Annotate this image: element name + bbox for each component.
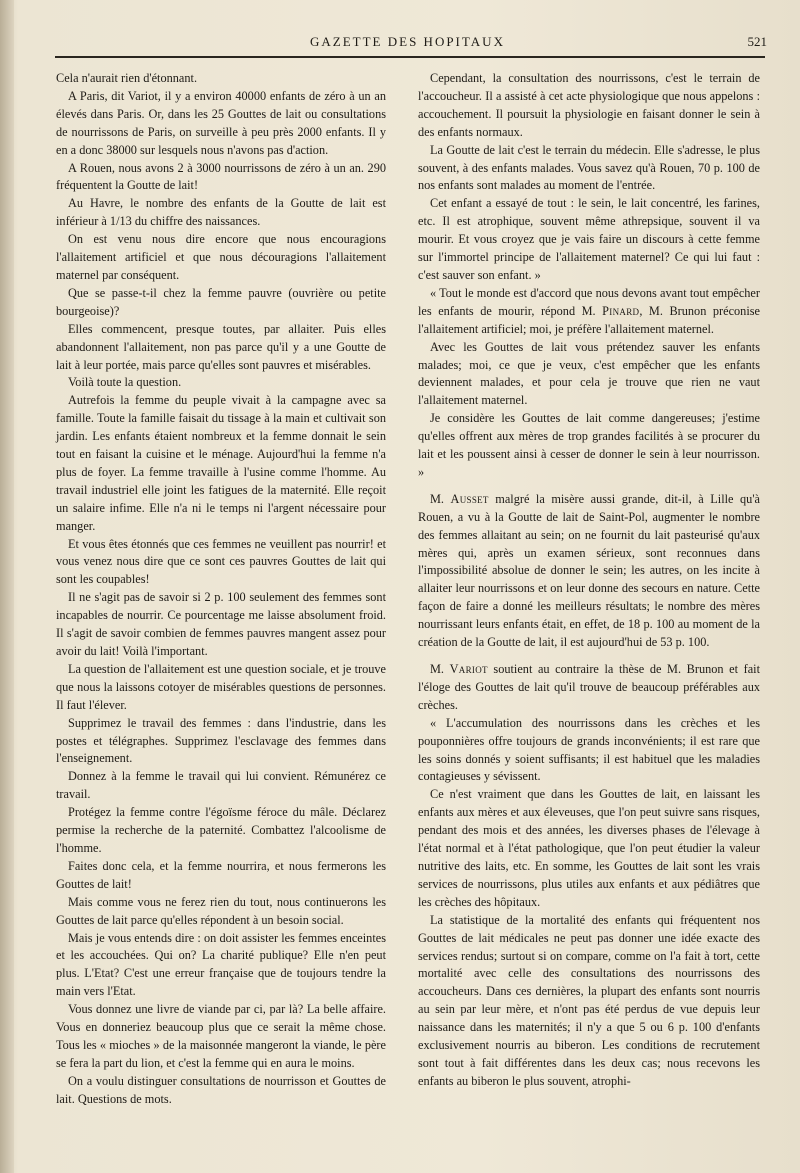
paragraph-prefix: M. — [430, 491, 445, 506]
paragraph-prefix: M. — [430, 662, 445, 676]
paragraph: On a voulu distinguer consultations de nourrisson et Gouttes de lait. Questions de mots. — [56, 1073, 386, 1106]
page-number: 521 — [747, 34, 767, 49]
paragraph: Autrefois la femme du peuple vivait à la campagne avec sa famille. Toute la famille faisait du tissage à la main et cultivait son jardin. Les enfants étaient nombreux et la femme donnait le sein tout en faisant la cuisine et le ménage. Aujourd'hui la femme n'a plus de foyer. La femme travaille à l'usine comme l'homme. Au travail industriel elle joint les fatigues de la maternité. Elle reçoit un salaire infime. Elle n'a ni le temps ni l'argent nécessaire pour manger. — [56, 393, 386, 533]
left-column — [56, 70, 386, 1109]
paragraph: Il ne s'agit pas de savoir si 2 p. 100 seulement des femmes sont incapables de nourrir. Ce pourcentage me laisse absolument froid. Il s'agit de savoir combien de femmes pauvres mangent assez pour avoir du lait! Voilà l'important. — [56, 590, 386, 658]
page-header — [40, 30, 775, 56]
person-name: Ausset — [450, 491, 489, 506]
paragraph — [418, 661, 760, 715]
paragraph-text: « Tout le monde est d'accord que nous devons avant tout empêcher les enfants de mourir, répond M. — [418, 285, 760, 318]
paragraph: On est venu nous dire encore que nous encouragions l'allaitement artificiel et que nous découragions l'allaitement maternel par conséquent. — [56, 232, 386, 282]
paragraph-text: malgré la misère aussi grande, dit-il, à Lille qu'à Rouen, a vu à la Goutte de lait de Saint-Pol, augmenter le nombre des femmes allaitant au sein; on ne fournit du lait pasteurisé qu'aux mères qui, après un examen sérieux, sont reconnues dans l'impossibilité absolue de donner le sein; les autres, on les incite à allaiter leur nourrissons et on leur donne des secours en nature. Cette façon de faire a donné les meilleurs résultats; le nombre des mères nourrissant leurs enfants était, en effet, de 18 p. 100 au moment de la création de la Goutte de lait, il est aujourd'hui de 53 p. 100. — [418, 491, 760, 650]
paragraph: Mais comme vous ne ferez rien du tout, nous continuerons les Gouttes de lait parce qu'elles répondent à un besoin social. — [56, 894, 386, 927]
paragraph: Avec les Gouttes de lait vous prétendez sauver les enfants malades; moi, ce que je veux, c'est empêcher que les enfants deviennent malades, et pour cela je trouve que rien ne vaut l'allaitement maternel. — [418, 339, 760, 408]
person-name: Variot — [449, 662, 488, 676]
paragraph: Que se passe-t-il chez la femme pauvre (ouvrière ou petite bourgeoise)? — [56, 285, 386, 318]
paragraph: Supprimez le travail des femmes : dans l'industrie, dans les postes et télégraphes. Supprimez l'esclavage des femmes dans l'enseignement. — [56, 715, 386, 766]
paragraph-text: soutient au contraire la thèse de M. Brunon et fait l'éloge des Gouttes de lait qu'il trouve de beaucoup préférables aux crèches. — [418, 662, 761, 712]
paragraph: « L'accumulation des nourrissons dans les crèches et les pouponnières offre toujours de grands inconvénients; il est rare que les soins donnés y soient suffisants; il est habituel que les maladies contagieuses y sévissent. — [418, 715, 760, 784]
paragraph: Je considère les Gouttes de lait comme dangereuses; j'estime qu'elles offrent aux mères de trop grandes facilités à se procurer du lait et les poussent ainsi à cesser de donner le sein à leur nourrisson. » — [418, 411, 760, 479]
paragraph: Protégez la femme contre l'égoïsme féroce du mâle. Déclarez permise la recherche de la paternité. Combattez l'alcoolisme de l'homme. — [56, 805, 386, 855]
paragraph — [418, 491, 760, 652]
paragraph: Cet enfant a essayé de tout : le sein, le lait concentré, les farines, etc. Il est atrophique, souvent même athrepsique, souvent il va mourir. Et vous croyez que je vais faire un discours à cette femme sur l'immortel principe de l'allaitement maternel? Ce qui lui faut : c'est sauver son enfant. » — [418, 196, 760, 282]
paragraph: Au Havre, le nombre des enfants de la Goutte de lait est inférieur à 1/13 du chiffre des naissances. — [56, 196, 386, 229]
paragraph — [418, 285, 760, 339]
paragraph: Voilà toute la question. — [68, 375, 182, 390]
paragraph: Mais je vous entends dire : on doit assister les femmes enceintes et les accouchées. Qui on? La charité publique? Elle n'en peut plus. L'Etat? C'est une erreur française que de toujours tendre la main vers l'Etat. — [56, 930, 386, 999]
paragraph: Et vous êtes étonnés que ces femmes ne veuillent pas nourrir! et vous venez nous dire que ce sont ces pauvres Gouttes de lait qui sont les coupables! — [56, 536, 386, 587]
paragraph-text: , M. Brunon préconise l'allaitement artificiel; moi, je préfère l'allaitement maternel. — [418, 303, 760, 336]
paragraph: Cela n'aurait rien d'étonnant. — [56, 71, 198, 85]
header-rule — [55, 56, 765, 58]
paragraph: Donnez à la femme le travail qui lui convient. Rémunérez ce travail. — [56, 769, 386, 802]
paragraph: A Paris, dit Variot, il y a environ 40000 enfants de zéro à un an élevés dans Paris. Or, dans les 25 Gouttes de lait ou consultations de nourrissons de Paris, on surveille à peu près 2000 enfants. Il y en a donc 38000 sur lesquels nous n'avons pas d'action. — [56, 88, 386, 157]
right-column — [418, 70, 760, 1091]
paragraph: Elles commencent, presque toutes, par allaiter. Puis elles abandonnent l'allaitement, non pas parce qu'il y a une Goutte de lait à leur portée, mais parce qu'elles sont pauvres et misérables. — [56, 321, 386, 372]
paragraph: Ce n'est vraiment que dans les Gouttes de lait, en laissant les enfants aux mères et aux éleveuses, que l'on peut suivre sans risques, pendant des mois et des années, les diverses phases de l'élevage à l'état normal et à l'état pathologique, que l'on peut étudier la valeur nutritive des laits, etc. En somme, les Gouttes de lait sont les vrais services de nourrissons, plus utiles aux enfants et aux pédiâtres que les crèches des hôpitaux. — [418, 787, 760, 909]
page-spine-shadow — [0, 0, 14, 1173]
journal-title: GAZETTE DES HOPITAUX — [310, 34, 505, 49]
paragraph: La Goutte de lait c'est le terrain du médecin. Elle s'adresse, le plus souvent, à des enfants malades. Vous savez qu'à Rouen, 70 p. 100 de nos enfants sont malades au moment de l'entrée. — [418, 142, 760, 193]
person-name: Pinard — [602, 303, 640, 318]
paragraph: A Rouen, nous avons 2 à 3000 nourrissons de zéro à un an. 290 fréquentent la Goutte de lait! — [56, 160, 386, 193]
paragraph: La statistique de la mortalité des enfants qui fréquentent nos Gouttes de lait médicales ne peut pas donner une idée exacte des services rendus; surtout si on compare, comme on l'a fait à tort, cette mortalité avec celle des consultations des nourrissons des accoucheurs. Dans ces dernières, la plupart des enfants sont nourris au sein par leur mère, et n'ont pas été perdus de vue depuis leur naissance dans les maternités; il n'y a que 5 ou 6 p. 100 d'enfants exclusivement nourris au biberon. Les conditions de recrutement sont tout à fait différentes dans les deux cas; nous recevons les enfants au biberon le plus souvent, atrophi- — [418, 912, 760, 1088]
paragraph: Faites donc cela, et la femme nourrira, et nous fermerons les Gouttes de lait! — [56, 858, 386, 891]
paragraph: La question de l'allaitement est une question sociale, et je trouve que nous la laissons cotoyer de misérables questions de personnes. Il faut l'élever. — [56, 661, 386, 712]
paragraph: Vous donnez une livre de viande par ci, par là? La belle affaire. Vous en donneriez beaucoup plus que ce serait la même chose. Tous les « mioches » de la maisonnée mangeront la viande, le père se fera la part du lion, et c'est la femme qui en aura le moins. — [56, 1002, 386, 1070]
paragraph: Cependant, la consultation des nourrissons, c'est le terrain de l'accoucheur. Il a assisté à cet acte physiologique que nous appelons : accouchement. Il poursuit la physiologie en faisant donner le sein à des enfants normaux. — [418, 71, 760, 139]
